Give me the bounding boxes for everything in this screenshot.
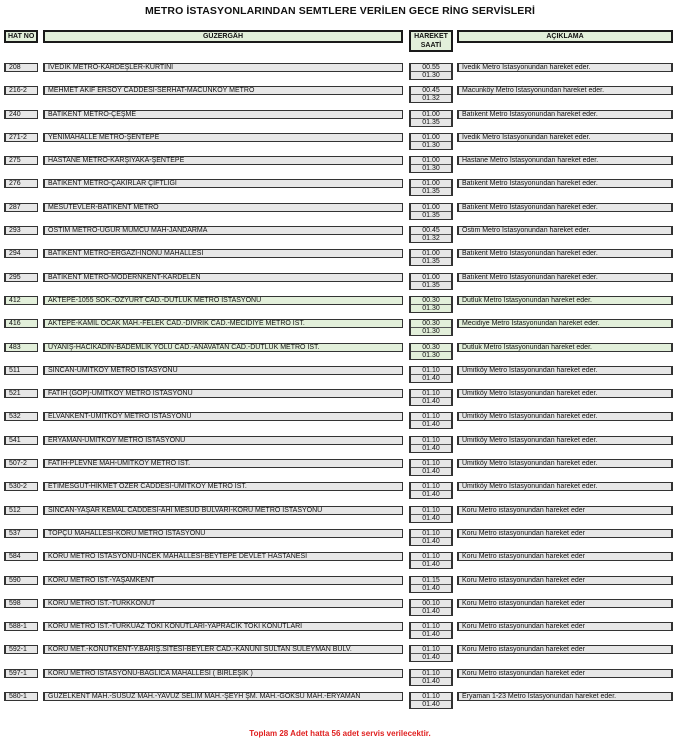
hat-no-cell: 416 — [4, 319, 38, 328]
description-cell: Dutluk Metro İstasyonundan hareket eder. — [457, 343, 673, 352]
departure-times-cell — [409, 319, 453, 336]
departure-time-second: 01.30 — [411, 142, 451, 149]
departure-times-cell — [409, 249, 453, 266]
route-cell: BATIKENT METRO-MODERNKENT-KARDELEN — [43, 273, 403, 282]
departure-time-second: 01.32 — [411, 95, 451, 102]
departure-time-second: 01.35 — [411, 212, 451, 219]
departure-time-first: 01.10 — [411, 507, 451, 515]
departure-times-cell — [409, 506, 453, 523]
departure-time-second: 01.40 — [411, 561, 451, 568]
description-cell: Ümitköy Metro İstasyonundan hareket eder. — [457, 366, 673, 375]
departure-time-first: 01.10 — [411, 483, 451, 491]
departure-time-first: 01.10 — [411, 390, 451, 398]
schedule-table — [4, 30, 674, 715]
description-cell: Hastane Metro İstasyonundan hareket eder. — [457, 156, 673, 165]
route-cell: BATIKENT METRO-ERGAZİ-İNÖNÜ MAHALLESİ — [43, 249, 403, 258]
table-row — [4, 179, 674, 202]
route-cell: AKTEPE-KAMİL OCAK MAH.-FELEK CAD.-DİVRİK CAD.-MECİDİYE METRO İST. — [43, 319, 403, 328]
departure-times-cell — [409, 273, 453, 290]
table-row — [4, 226, 674, 249]
departure-time-second: 01.40 — [411, 421, 451, 428]
table-row — [4, 249, 674, 272]
hat-no-cell: 511 — [4, 366, 38, 375]
table-row — [4, 86, 674, 109]
route-cell: AKTEPE-1055 SOK.-ÖZYURT CAD.-DUTLUK METRO İSTASYONU — [43, 296, 403, 305]
header-aciklama: AÇIKLAMA — [457, 30, 673, 43]
description-cell: Koru Metro istasyonundan hareket eder — [457, 506, 673, 515]
description-cell: Batıkent Metro İstasyonundan hareket eder. — [457, 273, 673, 282]
table-row — [4, 622, 674, 645]
description-cell: Ostim Metro İstasyonundan hareket eder. — [457, 226, 673, 235]
departure-time-second: 01.40 — [411, 608, 451, 615]
departure-time-first: 00.30 — [411, 297, 451, 305]
route-cell: SİNCAN-ÜMİTKÖY METRO İSTASYONU — [43, 366, 403, 375]
description-cell: Dutluk Metro İstasyonundan hareket eder. — [457, 296, 673, 305]
departure-time-first: 01.10 — [411, 623, 451, 631]
table-header — [4, 30, 674, 60]
route-cell: BATIKENT METRO-ÇAKIRLAR ÇİFTLİĞİ — [43, 179, 403, 188]
header-hareket-saati: HAREKET SAATİ — [409, 30, 453, 52]
description-cell: Koru Metro istasyonundan hareket eder — [457, 622, 673, 631]
table-row — [4, 459, 674, 482]
description-cell: Eryaman 1-23 Metro İstasyonundan hareket eder. — [457, 692, 673, 701]
departure-time-first: 01.15 — [411, 577, 451, 585]
departure-time-first: 00.30 — [411, 344, 451, 352]
route-cell: OSTİM METRO-UĞUR MUMCU MAH-JANDARMA — [43, 226, 403, 235]
hat-no-cell: 597-1 — [4, 669, 38, 678]
departure-times-cell — [409, 343, 453, 360]
departure-time-second: 01.30 — [411, 305, 451, 312]
departure-time-first: 01.10 — [411, 670, 451, 678]
departure-time-first: 01.10 — [411, 460, 451, 468]
table-row — [4, 366, 674, 389]
departure-time-second: 01.32 — [411, 235, 451, 242]
route-cell: FATİH (GOP)-ÜMİTKÖY METRO İSTASYONU — [43, 389, 403, 398]
departure-time-second: 01.40 — [411, 375, 451, 382]
route-cell: UYANIŞ-HACIKADIN-BADEMLİK YOLU CAD.-ANAVATAN CAD.-DUTLUK METRO İST. — [43, 343, 403, 352]
route-cell: ELVANKENT-ÜMİTKÖY METRO İSTASYONU — [43, 412, 403, 421]
table-row — [4, 576, 674, 599]
departure-time-second: 01.35 — [411, 119, 451, 126]
departure-time-first: 01.10 — [411, 693, 451, 701]
route-cell: KORU METRO İST.-TÜRKKONUT — [43, 599, 403, 608]
table-row — [4, 669, 674, 692]
hat-no-cell: 512 — [4, 506, 38, 515]
departure-time-second: 01.40 — [411, 515, 451, 522]
departure-times-cell — [409, 552, 453, 569]
route-cell: MEHMET AKİF ERSOY CADDESİ-SERHAT-MACUNKÖY METRO — [43, 86, 403, 95]
departure-time-first: 00.55 — [411, 64, 451, 72]
table-row — [4, 133, 674, 156]
description-cell: Koru Metro istasyonundan hareket eder — [457, 552, 673, 561]
route-cell: KORU METRO İST.-YAŞAMKENT — [43, 576, 403, 585]
header-hat-no: HAT NO — [4, 30, 38, 43]
hat-no-cell: 532 — [4, 412, 38, 421]
description-cell: Koru Metro istasyonundan hareket eder — [457, 669, 673, 678]
departure-time-second: 01.35 — [411, 282, 451, 289]
route-cell: MESUTEVLER-BATIKENT METRO — [43, 203, 403, 212]
hat-no-cell: 537 — [4, 529, 38, 538]
departure-times-cell — [409, 133, 453, 150]
description-cell: İvedik Metro İstasyonundan hareket eder. — [457, 133, 673, 142]
departure-time-first: 01.10 — [411, 413, 451, 421]
table-row — [4, 343, 674, 366]
departure-time-second: 01.40 — [411, 445, 451, 452]
description-cell: Ümitköy Metro İstasyonundan hareket eder. — [457, 459, 673, 468]
hat-no-cell: 293 — [4, 226, 38, 235]
page-title: METRO İSTASYONLARINDAN SEMTLERE VERİLEN GECE RİNG SERVİSLERİ — [144, 5, 536, 17]
departure-time-second: 01.40 — [411, 538, 451, 545]
hat-no-cell: 541 — [4, 436, 38, 445]
table-row — [4, 156, 674, 179]
table-row — [4, 203, 674, 226]
hat-no-cell: 275 — [4, 156, 38, 165]
description-cell: Ümitköy Metro İstasyonundan hareket eder. — [457, 482, 673, 491]
departure-times-cell — [409, 482, 453, 499]
hat-no-cell: 530-2 — [4, 482, 38, 491]
departure-time-first: 01.10 — [411, 646, 451, 654]
departure-time-second: 01.30 — [411, 72, 451, 79]
departure-times-cell — [409, 203, 453, 220]
departure-times-cell — [409, 576, 453, 593]
departure-time-second: 01.40 — [411, 585, 451, 592]
departure-time-second: 01.40 — [411, 701, 451, 708]
departure-times-cell — [409, 63, 453, 80]
hat-no-cell: 271-2 — [4, 133, 38, 142]
departure-times-cell — [409, 692, 453, 709]
description-cell: Batıkent Metro İstasyonundan hareket eder. — [457, 110, 673, 119]
hat-no-cell: 588-1 — [4, 622, 38, 631]
departure-time-first: 01.00 — [411, 134, 451, 142]
route-cell: GÜZELKENT MAH.-SUSUZ MAH.-YAVUZ SELİM MAH.-ŞEYH ŞM. MAH.-GÖKSU MAH.-ERYAMAN — [43, 692, 403, 701]
hat-no-cell: 216-2 — [4, 86, 38, 95]
description-cell: Batıkent Metro İstasyonundan hareket eder. — [457, 249, 673, 258]
departure-times-cell — [409, 226, 453, 243]
route-cell: KORU METRO İSTASYONU-BAĞLICA MAHALLESİ ( BİRLEŞİK ) — [43, 669, 403, 678]
hat-no-cell: 584 — [4, 552, 38, 561]
description-cell: Batıkent Metro İstasyonundan hareket eder. — [457, 203, 673, 212]
departure-times-cell — [409, 669, 453, 686]
hat-no-cell: 240 — [4, 110, 38, 119]
hat-no-cell: 412 — [4, 296, 38, 305]
hat-no-cell: 483 — [4, 343, 38, 352]
hat-no-cell: 598 — [4, 599, 38, 608]
route-cell: BATIKENT METRO-ÇEŞME — [43, 110, 403, 119]
departure-time-second: 01.30 — [411, 328, 451, 335]
table-row — [4, 645, 674, 668]
hat-no-cell: 208 — [4, 63, 38, 72]
description-cell: Ümitköy Metro İstasyonundan hareket eder. — [457, 436, 673, 445]
departure-time-first: 01.00 — [411, 274, 451, 282]
departure-time-second: 01.35 — [411, 188, 451, 195]
departure-time-first: 00.45 — [411, 87, 451, 95]
departure-time-second: 01.40 — [411, 654, 451, 661]
table-row — [4, 552, 674, 575]
hat-no-cell: 287 — [4, 203, 38, 212]
table-row — [4, 63, 674, 86]
departure-time-first: 01.00 — [411, 204, 451, 212]
route-cell: ETİMESGUT-HİKMET ÖZER CADDESİ-ÜMİTKÖY METRO İST. — [43, 482, 403, 491]
route-cell: KORU METRO İST.-TURKUAZ TOKİ KONUTLARI-YAPRACIK TOKİ KONUTLARI — [43, 622, 403, 631]
table-row — [4, 110, 674, 133]
hat-no-cell: 294 — [4, 249, 38, 258]
departure-time-second: 01.40 — [411, 398, 451, 405]
departure-time-second: 01.30 — [411, 165, 451, 172]
table-row — [4, 436, 674, 459]
departure-time-first: 01.10 — [411, 437, 451, 445]
departure-times-cell — [409, 529, 453, 546]
route-cell: HASTANE METRO-KARŞIYAKA-ŞENTEPE — [43, 156, 403, 165]
description-cell: Koru Metro istasyonundan hareket eder — [457, 529, 673, 538]
departure-time-first: 01.00 — [411, 157, 451, 165]
hat-no-cell: 521 — [4, 389, 38, 398]
departure-times-cell — [409, 412, 453, 429]
departure-time-second: 01.40 — [411, 631, 451, 638]
hat-no-cell: 580-1 — [4, 692, 38, 701]
header-guzergah: GÜZERGÂH — [43, 30, 403, 43]
table-row — [4, 412, 674, 435]
description-cell: Macunköy Metro İstasyonundan hareket eder. — [457, 86, 673, 95]
departure-time-first: 00.10 — [411, 600, 451, 608]
route-cell: TOPÇU MAHALLESİ-KORU METRO İSTASYONU — [43, 529, 403, 538]
table-row — [4, 692, 674, 715]
departure-times-cell — [409, 296, 453, 313]
departure-times-cell — [409, 645, 453, 662]
departure-time-second: 01.40 — [411, 468, 451, 475]
departure-time-second: 01.40 — [411, 678, 451, 685]
hat-no-cell: 295 — [4, 273, 38, 282]
table-row — [4, 296, 674, 319]
departure-time-first: 01.10 — [411, 367, 451, 375]
departure-times-cell — [409, 436, 453, 453]
departure-time-first: 01.10 — [411, 530, 451, 538]
table-body — [4, 63, 674, 715]
hat-no-cell: 507-2 — [4, 459, 38, 468]
description-cell: İvedik Metro İstasyonundan hareket eder. — [457, 63, 673, 72]
hat-no-cell: 590 — [4, 576, 38, 585]
departure-time-first: 01.00 — [411, 250, 451, 258]
table-row — [4, 506, 674, 529]
table-row — [4, 482, 674, 505]
table-row — [4, 529, 674, 552]
table-row — [4, 319, 674, 342]
hat-no-cell: 276 — [4, 179, 38, 188]
departure-time-first: 01.00 — [411, 111, 451, 119]
departure-times-cell — [409, 389, 453, 406]
departure-times-cell — [409, 110, 453, 127]
departure-times-cell — [409, 86, 453, 103]
departure-time-first: 01.10 — [411, 553, 451, 561]
table-row — [4, 389, 674, 412]
departure-times-cell — [409, 156, 453, 173]
description-cell: Mecidiye Metro İstasyonundan hareket eder. — [457, 319, 673, 328]
departure-time-first: 00.45 — [411, 227, 451, 235]
route-cell: KORU METRO İSTASYONU-İNCEK MAHALLESİ-BEYTEPE DEVLET HASTANESİ — [43, 552, 403, 561]
route-cell: KORU MET.-KONUTKENT-Y.BARIŞ.SİTESİ-BEYLER CAD.-KANUNİ SULTAN SÜLEYMAN BULV. — [43, 645, 403, 654]
departure-time-first: 00.30 — [411, 320, 451, 328]
route-cell: İVEDİK METRO-KARDEŞLER-KURTİNİ — [43, 63, 403, 72]
route-cell: SİNCAN-YAŞAR KEMAL CADDESİ-AHİ MESUD BULVARI-KORU METRO İSTASYONU — [43, 506, 403, 515]
route-cell: YENİMAHALLE METRO-ŞENTEPE — [43, 133, 403, 142]
description-cell: Batıkent Metro İstasyonundan hareket eder. — [457, 179, 673, 188]
description-cell: Ümitköy Metro İstasyonundan hareket eder. — [457, 412, 673, 421]
departure-time-second: 01.40 — [411, 491, 451, 498]
departure-times-cell — [409, 622, 453, 639]
description-cell: Koru Metro istasyonundan hareket eder — [457, 645, 673, 654]
description-cell: Koru Metro istasyonundan hareket eder — [457, 576, 673, 585]
departure-times-cell — [409, 599, 453, 616]
departure-time-second: 01.35 — [411, 258, 451, 265]
description-cell: Ümitköy Metro İstasyonundan hareket eder. — [457, 389, 673, 398]
departure-times-cell — [409, 179, 453, 196]
hat-no-cell: 592-1 — [4, 645, 38, 654]
description-cell: Koru Metro istasyonundan hareket eder — [457, 599, 673, 608]
departure-time-first: 01.00 — [411, 180, 451, 188]
table-row — [4, 273, 674, 296]
table-row — [4, 599, 674, 622]
departure-times-cell — [409, 366, 453, 383]
route-cell: ERYAMAN-ÜMİTKÖY METRO İSTASYONU — [43, 436, 403, 445]
summary-note: Toplam 28 Adet hatta 56 adet servis verilecektir. — [249, 729, 431, 738]
route-cell: FATİH-PLEVNE MAH-ÜMİTKÖY METRO İST. — [43, 459, 403, 468]
departure-time-second: 01.30 — [411, 352, 451, 359]
departure-times-cell — [409, 459, 453, 476]
